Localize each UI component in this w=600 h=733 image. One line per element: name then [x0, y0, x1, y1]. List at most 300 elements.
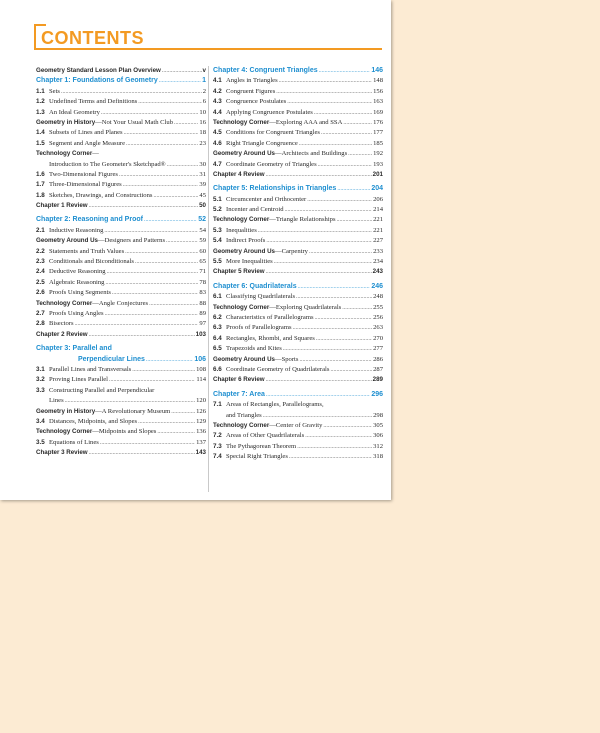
toc-bold-entry[interactable]: [213, 375, 383, 385]
page-number: 6: [202, 98, 206, 106]
lesson-number: 4.3: [213, 98, 222, 106]
lesson-number: 1.1: [36, 87, 45, 95]
feature-topic: —Exploring Quadrilaterals: [269, 303, 342, 311]
toc-lesson-entry[interactable]: [36, 319, 206, 329]
dot-leader: [126, 139, 198, 149]
entry-title: [213, 149, 347, 159]
dot-leader: [297, 442, 372, 452]
dot-leader: [298, 282, 371, 292]
toc-lesson-entry[interactable]: [213, 365, 383, 375]
lesson-number: 2.4: [36, 268, 45, 276]
lesson-number: 1.3: [36, 108, 45, 116]
entry-title: Congruence Postulates: [226, 98, 287, 106]
dot-leader: [309, 247, 372, 257]
page-number: 65: [199, 258, 206, 266]
dot-leader: [319, 66, 371, 76]
toc-lesson-entry[interactable]: [213, 431, 383, 441]
dot-leader: [266, 236, 372, 246]
entry-title: Areas of Rectangles, Parallelograms,: [226, 401, 324, 409]
page-number: 31: [199, 170, 206, 178]
dot-leader: [61, 87, 202, 97]
entry-title: [213, 355, 298, 365]
dot-leader: [101, 108, 199, 118]
dot-leader: [307, 195, 372, 205]
page-number: 169: [373, 108, 383, 116]
page-number: 287: [373, 365, 383, 373]
lesson-number: 5.5: [213, 258, 222, 266]
toc-lesson-entry[interactable]: [213, 139, 383, 149]
feature-name: Technology Corner: [213, 118, 270, 126]
entry-title: Equations of Lines: [49, 438, 99, 446]
title-rule: [34, 48, 382, 50]
entry-title: Subsets of Lines and Planes: [49, 129, 123, 137]
toc-lesson-entry[interactable]: [213, 226, 383, 236]
toc-lesson-entry[interactable]: [213, 87, 383, 97]
feature-topic: —Angle Conjectures: [92, 299, 149, 307]
toc-left-column: [36, 66, 206, 458]
entry-title: Incenter and Centroid: [226, 206, 284, 214]
page-number: v: [202, 67, 206, 74]
feature-name: Technology Corner: [36, 299, 93, 307]
entry-title: [213, 215, 336, 225]
entry-title: [213, 247, 308, 257]
toc-lesson-entry[interactable]: [213, 257, 383, 267]
toc-lesson-entry[interactable]: [36, 438, 206, 448]
entry-title: [36, 236, 165, 246]
dot-leader: [299, 355, 372, 365]
toc-entry-continued[interactable]: [36, 160, 206, 170]
page-number: 1: [202, 77, 206, 85]
entry-title: [36, 299, 148, 309]
lesson-number: 5.4: [213, 237, 222, 245]
feature-name: Technology Corner: [213, 421, 270, 429]
entry-title: Introduction to The Geometer's Sketchpad®: [49, 160, 166, 168]
toc-lesson-entry[interactable]: [213, 334, 383, 344]
toc-lesson-entry[interactable]: [36, 375, 206, 385]
dot-leader: [266, 170, 372, 180]
dot-leader: [149, 299, 198, 309]
page-number: 156: [373, 87, 383, 95]
toc-lesson-entry[interactable]: [36, 97, 206, 107]
lesson-number: 7.4: [213, 453, 222, 461]
page-number: 176: [373, 118, 383, 126]
dot-leader: [112, 288, 198, 298]
dot-leader: [299, 139, 372, 149]
page-number: 16: [199, 118, 206, 126]
toc-bold-entry[interactable]: [36, 66, 206, 76]
page-number: 163: [373, 98, 383, 106]
dot-leader: [153, 191, 198, 201]
toc-lesson-entry[interactable]: [36, 288, 206, 298]
entry-title: Sets: [49, 87, 60, 95]
page-number: 248: [373, 293, 383, 301]
dot-leader: [266, 375, 372, 385]
page-number: 185: [373, 139, 383, 147]
page-number: 234: [373, 258, 383, 266]
toc-bold-entry[interactable]: [36, 330, 206, 340]
entry-title: More Inequalities: [226, 258, 273, 266]
entry-title: Chapter 4: Congruent Triangles: [213, 67, 318, 74]
dot-leader: [337, 184, 370, 194]
page-number: 108: [196, 365, 206, 373]
lesson-number: 1.8: [36, 191, 45, 199]
lesson-number: 1.2: [36, 98, 45, 106]
page-number: 233: [373, 247, 383, 255]
contents-header: [34, 24, 382, 52]
feature-name: Technology Corner: [213, 303, 270, 311]
entry-title: Bisectors: [49, 320, 74, 328]
dot-leader: [104, 226, 198, 236]
toc-lesson-entry[interactable]: [213, 205, 383, 215]
toc-lesson-entry[interactable]: [36, 139, 206, 149]
page-number: 227: [373, 237, 383, 245]
lesson-number: 4.1: [213, 77, 222, 85]
entry-title: Trapezoids and Kites: [226, 345, 282, 353]
feature-topic: —Designers and Patterns: [98, 237, 166, 245]
feature-name: Technology Corner: [36, 428, 93, 436]
entry-title: Constructing Parallel and Perpendicular: [49, 386, 155, 394]
toc-lesson-entry[interactable]: [36, 226, 206, 236]
toc-chapter-heading[interactable]: [36, 76, 206, 86]
entry-title: Sketches, Drawings, and Constructions: [49, 191, 153, 199]
feature-name: Technology Corner: [213, 216, 270, 224]
entry-title: and Triangles: [226, 411, 262, 419]
entry-title: [213, 421, 322, 431]
entry-title: Inductive Reasoning: [49, 226, 104, 234]
page-number: 214: [373, 206, 383, 214]
dot-leader: [266, 390, 370, 400]
dot-leader: [316, 334, 372, 344]
toc-lesson-entry[interactable]: [36, 267, 206, 277]
lesson-number: 3.2: [36, 376, 45, 384]
lesson-number: 3.1: [36, 365, 45, 373]
page-number: 306: [373, 432, 383, 440]
toc-lesson-entry[interactable]: [213, 452, 383, 462]
dot-leader: [293, 323, 373, 333]
toc-lesson-entry[interactable]: [213, 195, 383, 205]
toc-lesson-entry[interactable]: [213, 400, 383, 410]
page-number: 30: [199, 160, 206, 168]
toc-lesson-entry[interactable]: [213, 108, 383, 118]
toc-entry-continued[interactable]: [213, 411, 383, 421]
entry-title: Right Triangle Congruence: [226, 139, 298, 147]
dot-leader: [119, 170, 198, 180]
entry-title: [213, 303, 341, 313]
toc-chapter-heading[interactable]: [36, 344, 206, 354]
lesson-number: 2.3: [36, 258, 45, 266]
dot-leader: [315, 313, 373, 323]
entry-title: Chapter 1 Review: [36, 202, 88, 210]
feature-name: Geometry Around Us: [213, 247, 275, 255]
lesson-number: 4.5: [213, 129, 222, 137]
lesson-number: 2.8: [36, 320, 45, 328]
toc-feature-entry[interactable]: [213, 215, 383, 225]
dot-leader: [135, 257, 198, 267]
toc-lesson-entry[interactable]: [36, 386, 206, 396]
lesson-number: 5.2: [213, 206, 222, 214]
page-number: 263: [373, 324, 383, 332]
feature-name: Geometry Around Us: [213, 150, 275, 158]
entry-title: Characteristics of Parallelograms: [226, 313, 314, 321]
lesson-number: 6.6: [213, 365, 222, 373]
dot-leader: [287, 97, 372, 107]
entry-title: Areas of Other Quadrilaterals: [226, 432, 305, 440]
page-number: 126: [196, 407, 206, 415]
toc-lesson-entry[interactable]: [36, 309, 206, 319]
entry-title: [213, 118, 342, 128]
page-number: 206: [373, 195, 383, 203]
dot-leader: [323, 421, 372, 431]
entry-title: Chapter 2 Review: [36, 330, 88, 338]
page-number: 143: [195, 449, 206, 457]
toc-lesson-entry[interactable]: [36, 247, 206, 257]
dot-leader: [89, 330, 195, 340]
entry-title: Chapter 3 Review: [36, 449, 88, 457]
page-number: 192: [373, 150, 383, 158]
entry-title: Chapter 5: Relationships in Triangles: [213, 185, 337, 193]
entry-title: Congruent Figures: [226, 87, 276, 95]
page-number: 246: [371, 282, 383, 290]
page-number: 204: [371, 185, 383, 193]
entry-title: Coordinate Geometry of Quadrilaterals: [226, 365, 330, 373]
dot-leader: [274, 257, 372, 267]
dot-leader: [279, 76, 372, 86]
lesson-number: 2.1: [36, 226, 45, 234]
entry-title: Conditions for Congruent Triangles: [226, 129, 320, 137]
feature-topic: —Carpentry: [275, 247, 308, 255]
entry-title: Chapter 5 Review: [213, 268, 265, 276]
entry-title: Proofs of Parallelograms: [226, 324, 292, 332]
toc-feature-entry[interactable]: [213, 355, 383, 365]
entry-title: Perpendicular Lines: [78, 355, 145, 363]
lesson-number: 6.1: [213, 293, 222, 301]
dot-leader: [157, 427, 195, 437]
column-divider: [208, 66, 209, 492]
toc-chapter-heading[interactable]: [36, 355, 206, 365]
page-title: CONTENTS: [41, 28, 144, 48]
toc-chapter-heading[interactable]: [213, 184, 383, 194]
toc-chapter-heading[interactable]: [213, 282, 383, 292]
lesson-number: 4.2: [213, 87, 222, 95]
feature-name: Geometry in History: [36, 407, 96, 415]
lesson-number: 5.3: [213, 226, 222, 234]
dot-leader: [75, 319, 199, 329]
feature-name: Technology Corner: [36, 150, 93, 158]
entry-title: [36, 407, 170, 417]
page-number: 243: [372, 268, 383, 276]
entry-title: Chapter 6: Quadrilaterals: [213, 282, 297, 290]
page-number: 221: [373, 226, 383, 234]
entry-title: Chapter 1: Foundations of Geometry: [36, 77, 158, 85]
page-number: 23: [199, 139, 206, 147]
toc-chapter-heading[interactable]: [213, 390, 383, 400]
page-number: 97: [199, 320, 206, 328]
dot-leader: [109, 375, 195, 385]
dot-leader: [337, 215, 373, 225]
entry-title: Undefined Terms and Definitions: [49, 98, 138, 106]
toc-bold-entry[interactable]: [36, 201, 206, 211]
toc-feature-entry[interactable]: [213, 118, 383, 128]
toc-lesson-entry[interactable]: [36, 108, 206, 118]
toc-feature-entry[interactable]: [36, 299, 206, 309]
toc-lesson-entry[interactable]: [36, 417, 206, 427]
page-number: 289: [372, 376, 383, 384]
dot-leader: [283, 344, 372, 354]
toc-feature-entry[interactable]: [36, 118, 206, 128]
toc-feature-entry[interactable]: [36, 149, 206, 159]
toc-lesson-entry[interactable]: [36, 278, 206, 288]
toc-lesson-entry[interactable]: [213, 128, 383, 138]
toc-lesson-entry[interactable]: [213, 160, 383, 170]
entry-title: Chapter 2: Reasoning and Proof: [36, 216, 143, 224]
page-number: 286: [373, 355, 383, 363]
dot-leader: [289, 452, 372, 462]
toc-feature-entry[interactable]: [36, 236, 206, 246]
page-number: 60: [199, 247, 206, 255]
toc-lesson-entry[interactable]: [213, 76, 383, 86]
page-number: 120: [196, 397, 206, 405]
toc-bold-entry[interactable]: [213, 267, 383, 277]
toc-entry-continued[interactable]: [36, 396, 206, 406]
lesson-number: 4.7: [213, 160, 222, 168]
dot-leader: [276, 87, 372, 97]
toc-lesson-entry[interactable]: [213, 313, 383, 323]
toc-feature-entry[interactable]: [36, 407, 206, 417]
lesson-number: 1.4: [36, 129, 45, 137]
entry-title: Proofs Using Segments: [49, 289, 111, 297]
toc-lesson-entry[interactable]: [36, 365, 206, 375]
lesson-number: 1.5: [36, 139, 45, 147]
toc-lesson-entry[interactable]: [36, 257, 206, 267]
dot-leader: [348, 149, 372, 159]
dot-leader: [263, 411, 372, 421]
entry-title: Geometry Standard Lesson Plan Overview: [36, 67, 161, 74]
page-number: 71: [199, 268, 206, 276]
page-number: 78: [199, 278, 206, 286]
dot-leader: [105, 309, 199, 319]
dot-leader: [138, 97, 201, 107]
lesson-number: 2.5: [36, 278, 45, 286]
page-number: 148: [373, 77, 383, 85]
page-number: 39: [199, 181, 206, 189]
toc-feature-entry[interactable]: [213, 247, 383, 257]
entry-title: Three-Dimensional Figures: [49, 181, 122, 189]
page-number: 106: [194, 355, 206, 363]
toc-chapter-heading[interactable]: [213, 66, 383, 76]
toc-feature-entry[interactable]: [36, 427, 206, 437]
page-number: 83: [199, 289, 206, 297]
entry-title: Proving Lines Parallel: [49, 376, 108, 384]
entry-title: Special Right Triangles: [226, 453, 288, 461]
dot-leader: [138, 417, 195, 427]
entry-title: [36, 149, 99, 159]
dot-leader: [162, 66, 202, 76]
entry-title: Proofs Using Angles: [49, 309, 104, 317]
entry-title: Lines: [49, 397, 64, 405]
toc-lesson-entry[interactable]: [36, 128, 206, 138]
page-number: 177: [373, 129, 383, 137]
page-number: 201: [372, 170, 383, 178]
entry-title: The Pythagorean Theorem: [226, 442, 297, 450]
page-number: 52: [198, 216, 206, 224]
lesson-number: 1.7: [36, 181, 45, 189]
entry-title: [36, 427, 156, 437]
entry-title: Distances, Midpoints, and Slopes: [49, 417, 138, 425]
lesson-number: 6.3: [213, 324, 222, 332]
entry-title: Chapter 6 Review: [213, 376, 265, 384]
toc-lesson-entry[interactable]: [36, 87, 206, 97]
lesson-number: 3.3: [36, 386, 45, 394]
page-number: 318: [373, 453, 383, 461]
toc-lesson-entry[interactable]: [213, 323, 383, 333]
feature-topic: —Midpoints and Slopes: [92, 428, 157, 436]
toc-chapter-heading[interactable]: [36, 215, 206, 225]
page-number: 45: [199, 191, 206, 199]
dot-leader: [342, 303, 372, 313]
toc-feature-entry[interactable]: [213, 149, 383, 159]
page-number: 88: [199, 299, 206, 307]
page-number: 277: [373, 345, 383, 353]
toc-lesson-entry[interactable]: [213, 97, 383, 107]
lesson-number: 6.4: [213, 334, 222, 342]
toc-feature-entry[interactable]: [213, 303, 383, 313]
feature-topic: —Not Your Usual Math Club: [95, 118, 174, 126]
contents-page: [0, 0, 391, 500]
dot-leader: [89, 448, 195, 458]
dot-leader: [296, 292, 372, 302]
entry-title: Applying Congruence Postulates: [226, 108, 313, 116]
lesson-number: 7.1: [213, 401, 222, 409]
page-number: 270: [373, 334, 383, 342]
feature-topic: —Architects and Buildings: [275, 150, 348, 158]
toc-lesson-entry[interactable]: [36, 180, 206, 190]
page-number: 137: [196, 438, 206, 446]
page-number: 59: [199, 237, 206, 245]
toc-bold-entry[interactable]: [213, 170, 383, 180]
toc-lesson-entry[interactable]: [213, 344, 383, 354]
feature-name: Geometry Around Us: [213, 355, 275, 363]
dot-leader: [314, 108, 372, 118]
dot-leader: [330, 365, 372, 375]
dot-leader: [305, 431, 372, 441]
entry-title: Statements and Truth Values: [49, 247, 125, 255]
dot-leader: [159, 76, 201, 86]
dot-leader: [146, 355, 193, 365]
toc-lesson-entry[interactable]: [213, 236, 383, 246]
entry-title: Algebraic Reasoning: [49, 278, 105, 286]
dot-leader: [285, 205, 373, 215]
toc-lesson-entry[interactable]: [213, 442, 383, 452]
toc-feature-entry[interactable]: [213, 421, 383, 431]
entry-title: Circumcenter and Orthocenter: [226, 195, 307, 203]
lesson-number: 6.2: [213, 313, 222, 321]
page-number: 255: [373, 303, 383, 311]
page-number: 298: [373, 411, 383, 419]
toc-bold-entry[interactable]: [36, 448, 206, 458]
entry-title: Conditionals and Biconditionals: [49, 258, 134, 266]
toc-right-column: [213, 66, 383, 462]
entry-title: Parallel Lines and Transversals: [49, 365, 132, 373]
toc-lesson-entry[interactable]: [213, 292, 383, 302]
toc-lesson-entry[interactable]: [36, 170, 206, 180]
dot-leader: [107, 267, 199, 277]
dot-leader: [321, 128, 372, 138]
entry-title: [36, 118, 173, 128]
toc-lesson-entry[interactable]: [36, 191, 206, 201]
dot-leader: [123, 180, 199, 190]
dot-leader: [124, 128, 199, 138]
entry-title: Classifying Quadrilaterals: [226, 293, 296, 301]
